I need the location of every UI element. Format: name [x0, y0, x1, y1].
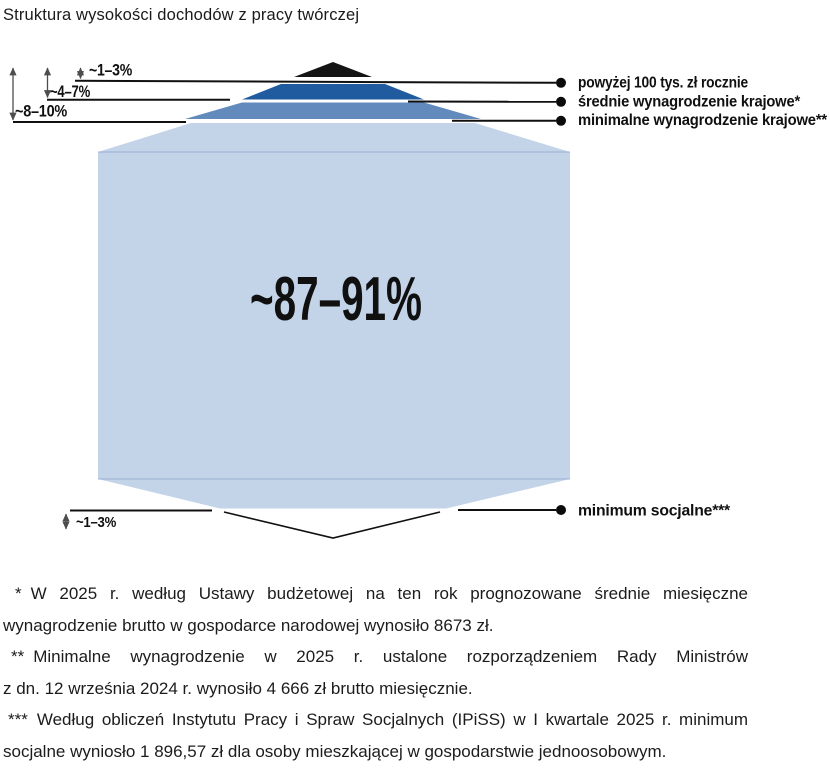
footnotes: [3, 578, 748, 767]
footnote-3-line-2: socjalne wyniosło 1 896,57 zł dla osoby mieszkającej w gospodarstwie jednoosobowym.: [3, 741, 667, 761]
label-100k: powyżej 100 tys. zł rocznie: [578, 74, 749, 92]
bullet-100k: [556, 78, 566, 88]
footnote-1-line-1: [3, 578, 748, 610]
footnote-2-marker: **: [11, 647, 25, 666]
income-pyramid-chart: [0, 40, 830, 560]
footnote-2-line-1: [3, 641, 748, 673]
footnote-2: [3, 641, 748, 704]
label-social-minimum: minimum socjalne***: [578, 502, 731, 520]
footnote-3-marker: ***: [8, 710, 28, 729]
share-top-7pct: ~4–7%: [50, 82, 91, 101]
footnote-3-line-1: [3, 704, 748, 736]
segment-social-minimum-outline: [224, 512, 440, 538]
share-bottom-3pct: ~1–3%: [76, 514, 116, 531]
label-minimum-wage: minimalne wynagrodzenie krajowe**: [578, 112, 828, 129]
footnote-3-text: Według obliczeń Instytutu Pracy i Spraw Socjalnych (IPiSS) w I kwartale 2025 r. minimum: [36, 710, 748, 729]
bullet-average-wage: [556, 97, 566, 107]
footnote-1-text: W 2025 r. według Ustawy budżetowej na ten rok prognozowane średnie miesięczne: [30, 584, 748, 603]
label-average-wage: średnie wynagrodzenie krajowe*: [578, 93, 801, 111]
share-top-3pct: ~1–3%: [89, 60, 133, 80]
footnote-3: [3, 704, 748, 767]
footnote-2-text: Minimalne wynagrodzenie w 2025 r. ustalone rozporządzeniem Rady Ministrów: [33, 647, 748, 666]
share-top-10pct: ~8–10%: [15, 101, 68, 121]
footnote-1: [3, 578, 748, 641]
bullet-social-minimum: [556, 505, 566, 515]
chart-title: Struktura wysokości dochodów z pracy twórczej: [3, 6, 360, 24]
segment-minimum-wage: [185, 103, 481, 120]
leader-line-100k: [75, 81, 556, 83]
footnote-1-line-2: wynagrodzenie brutto w gospodarce narodowej wynosiło 8673 zł.: [3, 615, 494, 635]
segment-top-100k: [294, 62, 372, 77]
footnote-2-line-2: z dn. 12 września 2024 r. wynosiło 4 666 zł brutto miesięcznie.: [3, 678, 473, 698]
segment-average-wage: [242, 84, 424, 100]
bullet-minimum-wage: [556, 116, 566, 126]
footnote-1-marker: *: [15, 584, 22, 603]
share-main-body: ~87–91%: [250, 265, 422, 334]
